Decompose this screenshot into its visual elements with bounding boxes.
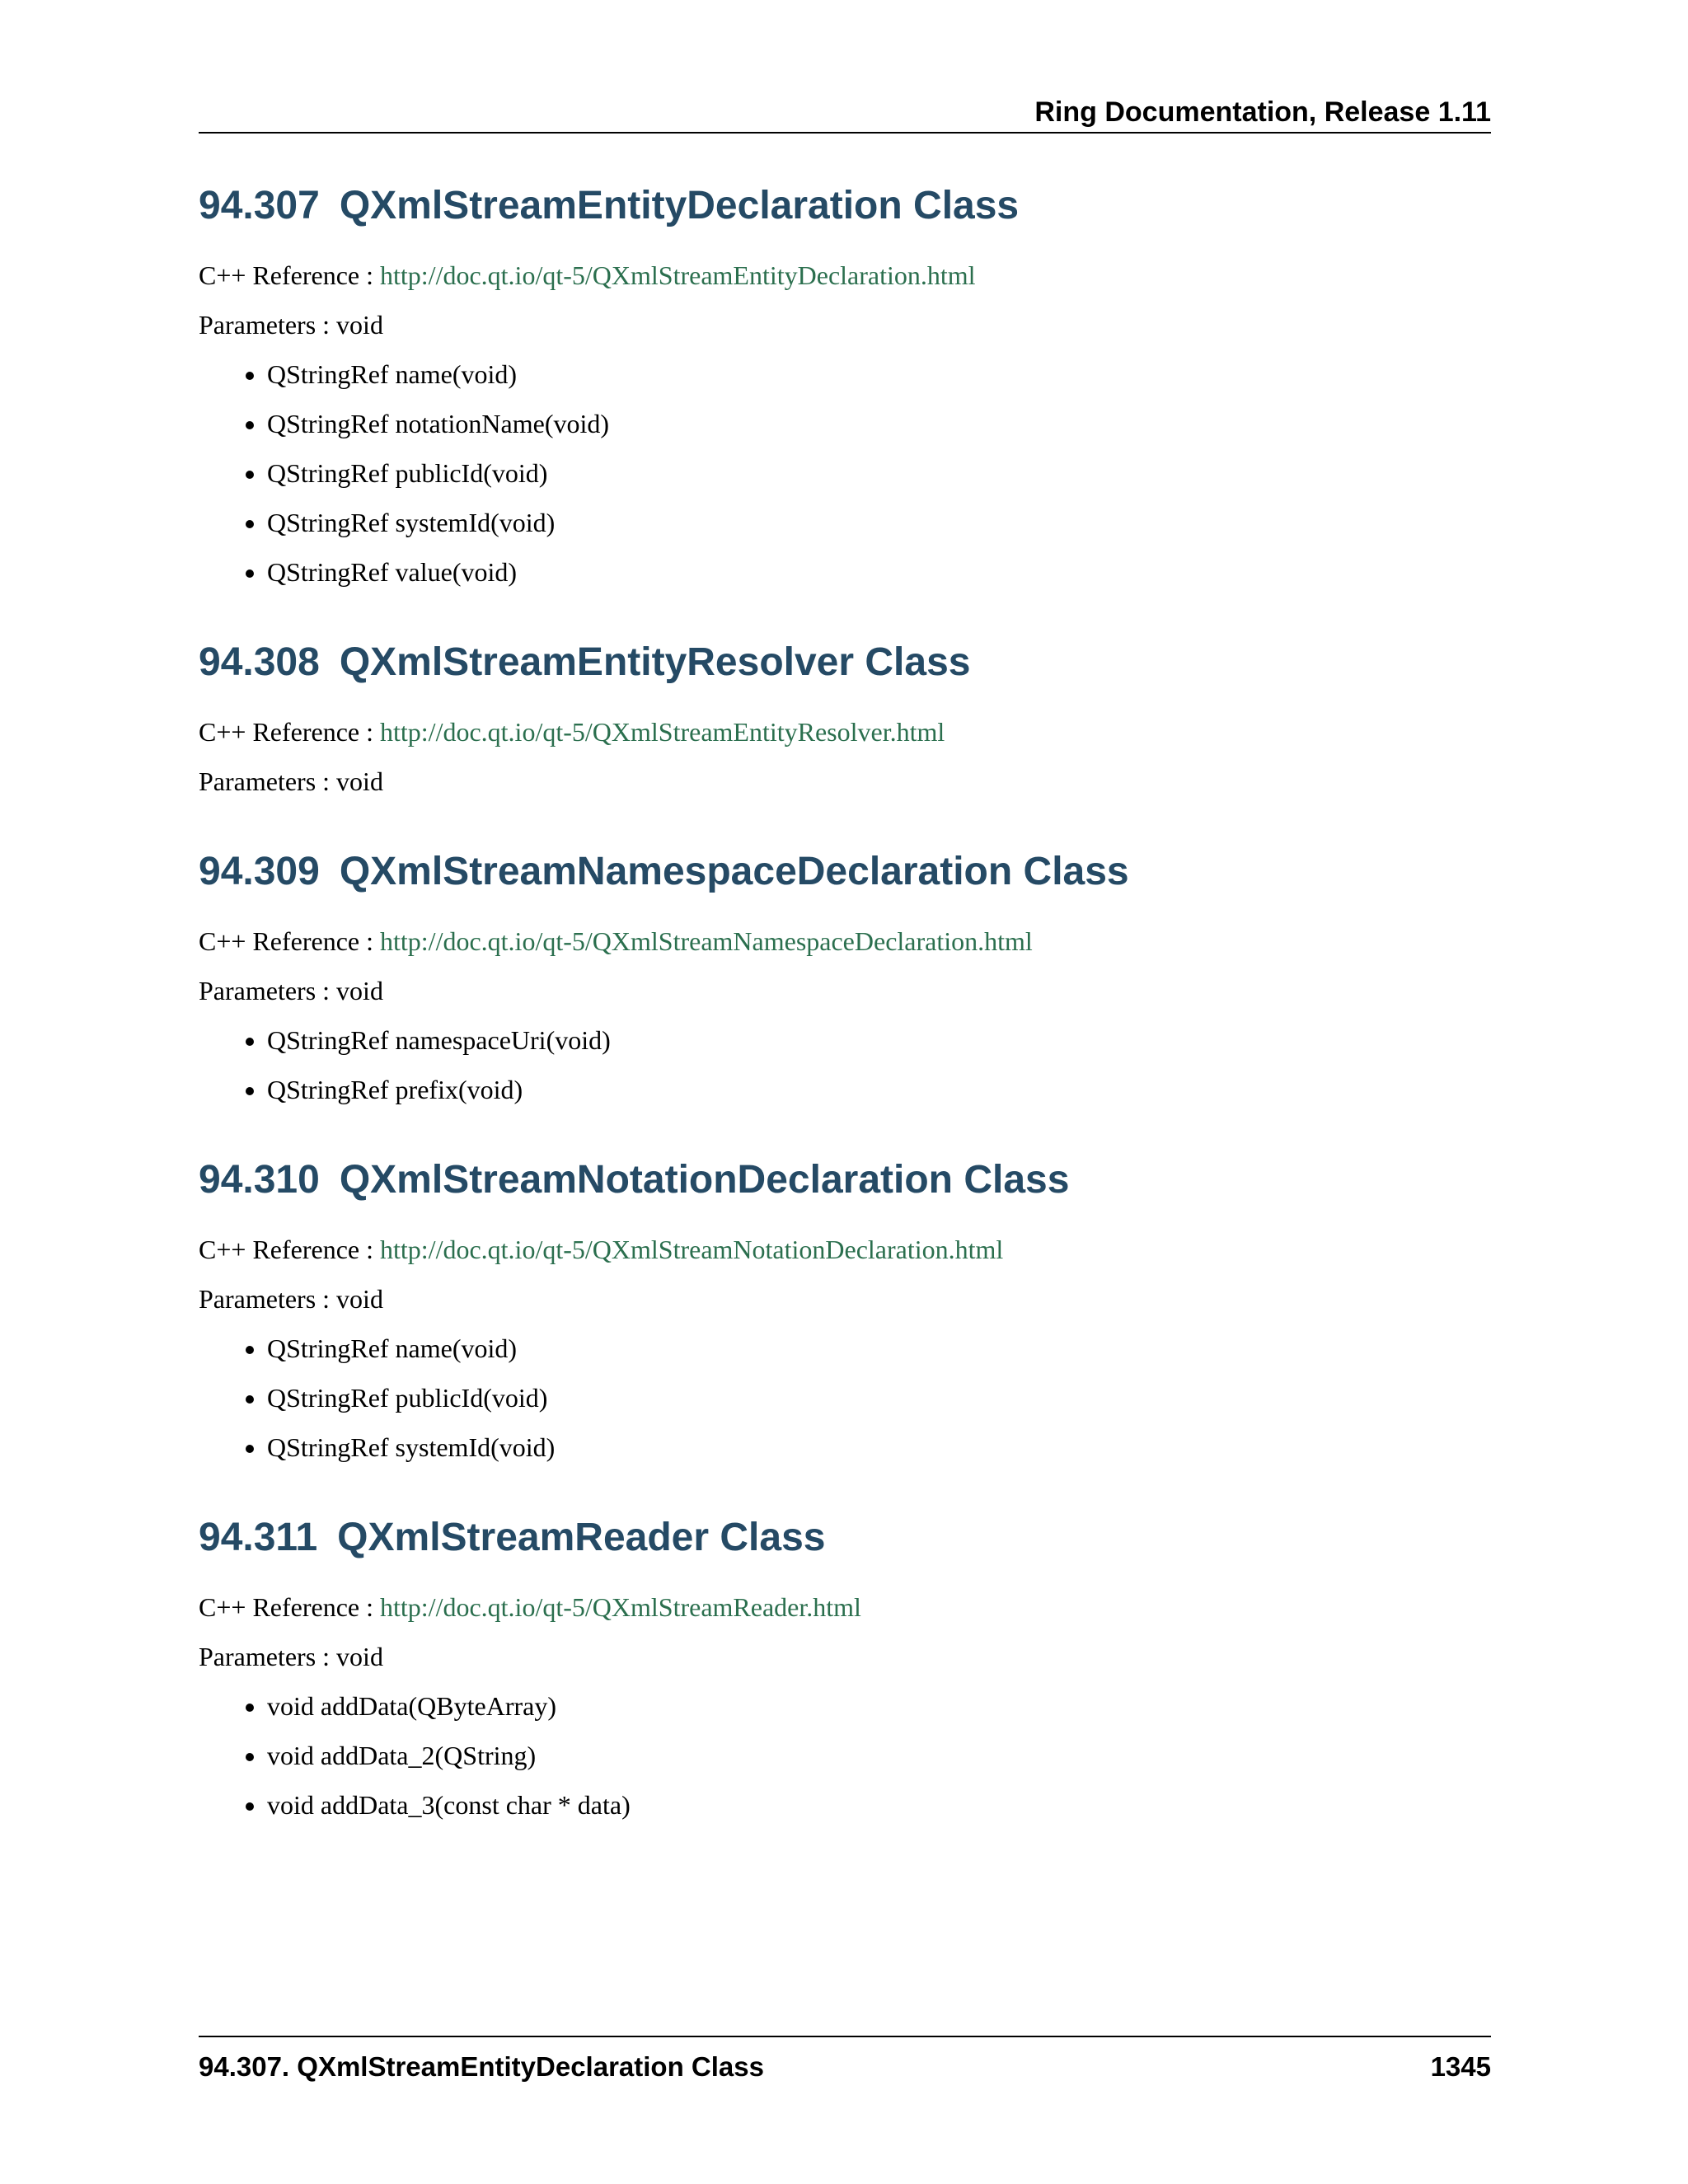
method-item: • QStringRef publicId(void) (267, 457, 1491, 490)
section-heading (199, 1155, 1491, 1205)
reference-label: C++ Reference : (199, 717, 373, 747)
parameters-text: Parameters : void (199, 1642, 383, 1671)
method-item: • QStringRef notationName(void) (267, 407, 1491, 440)
reference-label: C++ Reference : (199, 260, 373, 290)
section-qxmlstreamentityresolver (199, 638, 1491, 798)
section-qxmlstreamentitydeclaration (199, 181, 1491, 588)
cpp-reference (199, 1591, 1491, 1624)
cpp-reference (199, 259, 1491, 292)
reference-link[interactable]: http://doc.qt.io/qt-5/QXmlStreamNotationDeclaration.html (380, 1235, 1004, 1264)
cpp-reference (199, 1233, 1491, 1266)
reference-label: C++ Reference : (199, 1592, 373, 1622)
section-number: 94.309 (199, 850, 320, 893)
section-number: 94.310 (199, 1158, 320, 1202)
section-title: QXmlStreamEntityResolver Class (339, 640, 971, 684)
method-item: • QStringRef prefix(void) (267, 1073, 1491, 1106)
method-item: • QStringRef name(void) (267, 1332, 1491, 1365)
method-item: • void addData_3(const char * data) (267, 1788, 1491, 1821)
method-item: • QStringRef namespaceUri(void) (267, 1024, 1491, 1057)
method-item: • QStringRef value(void) (267, 555, 1491, 588)
section-heading (199, 1513, 1491, 1563)
parameters-text: Parameters : void (199, 310, 383, 340)
parameters-text: Parameters : void (199, 766, 383, 796)
page-header (199, 92, 1491, 134)
section-title: QXmlStreamNotationDeclaration Class (339, 1158, 1070, 1202)
cpp-reference (199, 925, 1491, 958)
section-heading (199, 181, 1491, 231)
method-item: • QStringRef systemId(void) (267, 506, 1491, 539)
section-qxmlstreamnamespacedeclaration (199, 847, 1491, 1106)
method-list (199, 358, 1491, 588)
method-item: • void addData_2(QString) (267, 1739, 1491, 1772)
section-number: 94.307 (199, 184, 320, 227)
section-number: 94.308 (199, 640, 320, 684)
method-item: • QStringRef publicId(void) (267, 1381, 1491, 1414)
section-title: QXmlStreamNamespaceDeclaration Class (339, 850, 1129, 893)
parameters-text: Parameters : void (199, 976, 383, 1005)
section-heading (199, 638, 1491, 687)
method-item: • QStringRef name(void) (267, 358, 1491, 391)
page-number: 1345 (1430, 2051, 1491, 2082)
page-content (199, 181, 1491, 1871)
reference-link[interactable]: http://doc.qt.io/qt-5/QXmlStreamNamespaceDeclaration.html (380, 926, 1033, 956)
cpp-reference (199, 715, 1491, 748)
section-number: 94.311 (199, 1516, 318, 1559)
page-footer (199, 2036, 1491, 2092)
method-item: • void addData(QByteArray) (267, 1690, 1491, 1722)
parameters-text: Parameters : void (199, 1284, 383, 1314)
section-title: QXmlStreamReader Class (337, 1516, 826, 1559)
reference-label: C++ Reference : (199, 1235, 373, 1264)
method-list (199, 1690, 1491, 1821)
document-title: Ring Documentation, Release 1.11 (1034, 96, 1491, 128)
section-qxmlstreamreader (199, 1513, 1491, 1821)
section-title: QXmlStreamEntityDeclaration Class (339, 184, 1020, 227)
footer-section-title: 94.307. QXmlStreamEntityDeclaration Class (199, 2051, 764, 2082)
method-item: • QStringRef systemId(void) (267, 1431, 1491, 1464)
reference-link[interactable]: http://doc.qt.io/qt-5/QXmlStreamReader.html (380, 1592, 861, 1622)
section-qxmlstreamnotationdeclaration (199, 1155, 1491, 1464)
reference-link[interactable]: http://doc.qt.io/qt-5/QXmlStreamEntityResolver.html (380, 717, 945, 747)
method-list (199, 1332, 1491, 1464)
method-list (199, 1024, 1491, 1106)
reference-link[interactable]: http://doc.qt.io/qt-5/QXmlStreamEntityDeclaration.html (380, 260, 976, 290)
section-heading (199, 847, 1491, 897)
reference-label: C++ Reference : (199, 926, 373, 956)
